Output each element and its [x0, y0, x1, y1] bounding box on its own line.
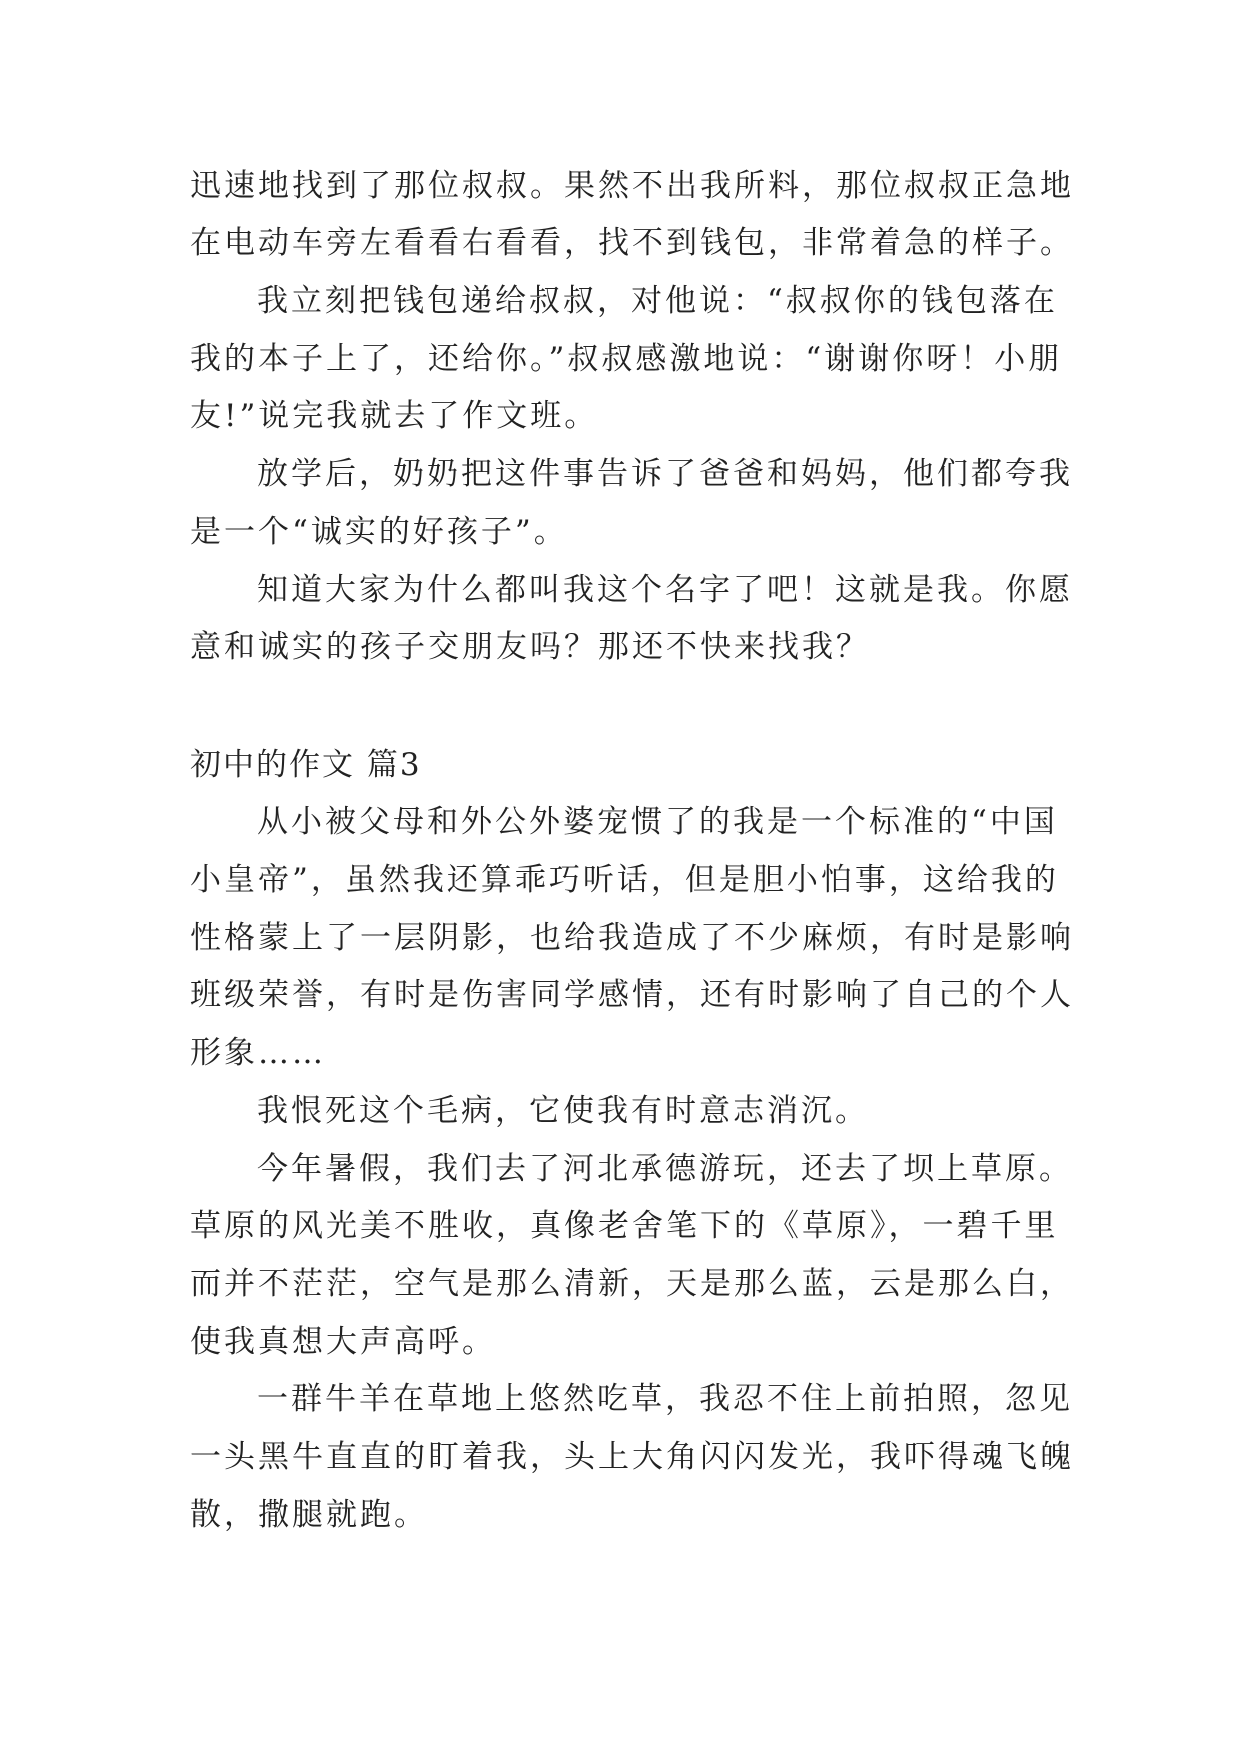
text-line: 意和诚实的孩子交朋友吗？那还不快来找我？ [190, 629, 870, 665]
text-line-paragraph-start: 我恨死这个毛病，它使我有时意志消沉。 [257, 1093, 869, 1129]
text-line-paragraph-start: 知道大家为什么都叫我这个名字了吧！这就是我。你愿 [257, 572, 1073, 608]
section-heading: 初中的作文 篇3 [190, 747, 422, 783]
text-line-paragraph-start: 放学后，奶奶把这件事告诉了爸爸和妈妈，他们都夸我 [257, 456, 1073, 492]
text-line: 是一个“诚实的好孩子”。 [190, 514, 568, 550]
text-line: 小皇帝”，虽然我还算乖巧听话，但是胆小怕事，这给我的 [190, 862, 1059, 898]
text-line: 一头黑牛直直的盯着我，头上大角闪闪发光，我吓得魂飞魄 [190, 1439, 1074, 1475]
text-line: 在电动车旁左看看右看看，找不到钱包，非常着急的样子。 [190, 225, 1074, 261]
text-line: 形象…… [190, 1035, 326, 1071]
text-line-paragraph-start: 今年暑假，我们去了河北承德游玩，还去了坝上草原。 [257, 1151, 1073, 1187]
text-line: 友!”说完我就去了作文班。 [190, 398, 599, 434]
text-line: 草原的风光美不胜收，真像老舍笔下的《草原》，一碧千里 [190, 1208, 1059, 1244]
text-line: 散，撒腿就跑。 [190, 1497, 428, 1533]
text-line: 而并不茫茫，空气是那么清新，天是那么蓝，云是那么白， [190, 1266, 1074, 1302]
text-line: 我的本子上了，还给你。”叔叔感激地说：“谢谢你呀！小朋 [190, 341, 1063, 377]
text-line: 班级荣誉，有时是伤害同学感情，还有时影响了自己的个人 [190, 977, 1074, 1013]
text-line: 性格蒙上了一层阴影，也给我造成了不少麻烦，有时是影响 [190, 920, 1074, 956]
text-line: 迅速地找到了那位叔叔。果然不出我所料，那位叔叔正急地 [190, 168, 1074, 204]
text-line-paragraph-start: 从小被父母和外公外婆宠惯了的我是一个标准的“中国 [257, 804, 1058, 840]
text-line-paragraph-start: 一群牛羊在草地上悠然吃草，我忍不住上前拍照，忽见 [257, 1381, 1073, 1417]
text-line: 使我真想大声高呼。 [190, 1324, 496, 1360]
text-line-paragraph-start: 我立刻把钱包递给叔叔，对他说：“叔叔你的钱包落在 [257, 283, 1058, 319]
